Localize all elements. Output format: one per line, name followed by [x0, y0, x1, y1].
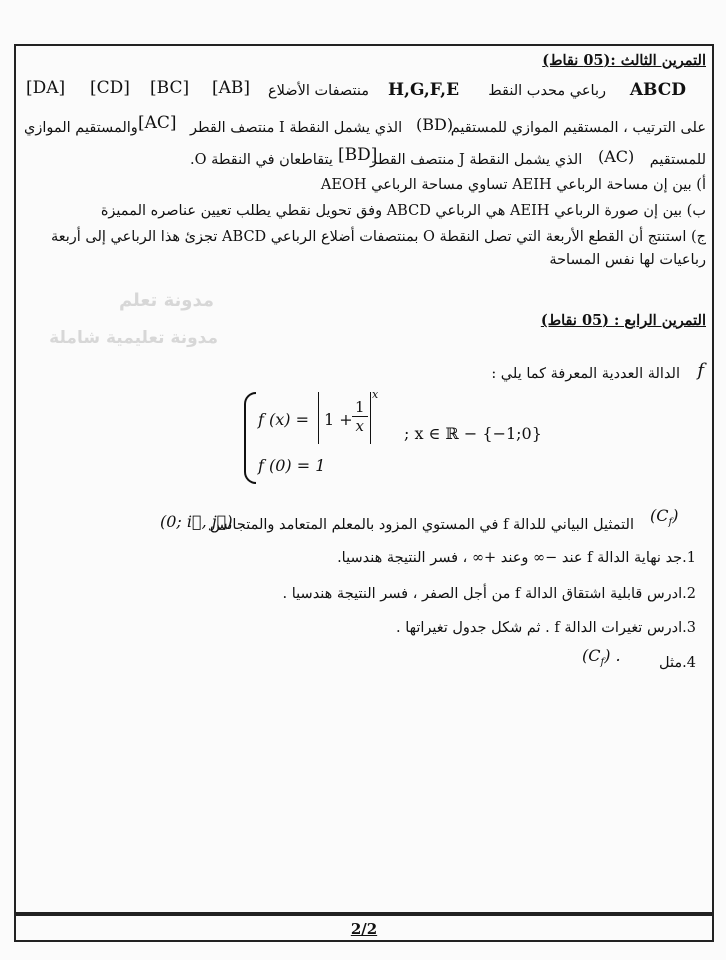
ex3-line2-a: على الترتيب ، المستقيم الموازي للمستقيم: [450, 120, 706, 136]
ex4-intro: الدالة العددية المعرفة كما يلي :: [491, 366, 680, 382]
coordinate-frame: (0; i⃗, j⃗): [160, 512, 233, 531]
ex3-question-c-line1: ج) استنتج أن القطع الأربعة التي تصل النقطة O بمنتصفات أضلاع الرباعي ABCD تجزئ هذا الرباعي إلى أربعة: [50, 229, 706, 245]
curve-cf: $(C_f)$: [650, 506, 679, 529]
fraction-numerator: 1: [352, 398, 368, 417]
quad-abcd-label: ABCD: [629, 80, 686, 100]
points-label: H,G,F,E: [388, 80, 460, 100]
exercise-4-heading: التمرين الرابع : (05 نقاط): [540, 312, 706, 329]
ex3-question-a: أ) بين إن مساحة الرباعي AEIH تساوي مساحة الرباعي AEOH: [320, 177, 706, 193]
watermark-line1: مدونة تعلم: [118, 290, 214, 311]
domain-condition: ; x ∈ ℝ − {−1;0}: [404, 424, 542, 443]
exercise-3-heading: التمرين الثالث :(05 نقاط): [542, 52, 706, 69]
equation-1-lhs: f (x) =: [258, 410, 310, 429]
diagonal-bd: [BD]: [338, 145, 378, 165]
ex3-question-c-line2: رباعيات لها نفس المساحة: [549, 252, 706, 268]
ex3-line1-text: رباعي محدب النقط: [488, 83, 606, 99]
footer-box: [14, 914, 714, 942]
line-ac: (AC): [598, 147, 635, 166]
ex4-question-4: 4.مثل: [659, 655, 696, 671]
system-brace: [244, 392, 256, 484]
line-bd: (BD): [416, 115, 454, 134]
midpoints-text: منتصفات الأضلاع: [268, 83, 370, 99]
curve-description: التمثيل البياني للدالة f في المستوي المزود بالمعلم المتعامد والمتجانس: [209, 517, 634, 533]
equation-1-exponent: x: [372, 388, 379, 401]
ex3-line3-a: للمستقيم: [649, 152, 706, 168]
ex4-question-3: 3.ادرس تغيرات الدالة f . ثم شكل جدول تغيراتها .: [396, 620, 696, 636]
equation-2: f (0) = 1: [258, 456, 326, 475]
equation-1-one: 1 +: [324, 410, 353, 429]
page-frame: [14, 44, 714, 914]
question-4-curve: $(C_f)$ .: [582, 646, 621, 669]
ex4-question-1: 1.جد نهاية الدالة f عند −∞ وعند +∞ ، فسر النتيجة هندسيا.: [337, 550, 696, 566]
abs-bar-left: [318, 392, 319, 444]
ex3-question-b: ب) بين إن صورة الرباعي AEIH هي الرباعي ABCD وفق تحويل نقطي يطلب تعيين عناصره المميزة: [100, 203, 706, 219]
fraction-denominator: x: [355, 417, 364, 435]
ex3-line3-c: يتقاطعان في النقطة O.: [190, 152, 333, 168]
abs-bar-right: [370, 392, 371, 444]
diagonal-ac: [AC]: [138, 113, 177, 133]
ex3-line2-c: والمستقيم الموازي: [24, 120, 138, 136]
ex4-question-2: 2.ادرس قابلية اشتقاق الدالة f من أجل الصفر ، فسر النتيجة هندسيا .: [282, 586, 696, 602]
segment-ab: [AB]: [212, 78, 251, 98]
segment-cd: [CD]: [90, 78, 130, 98]
equation-1-fraction: [352, 398, 368, 435]
segment-bc: [BC]: [150, 78, 190, 98]
ex3-line3-b: الذي يشمل النقطة J منتصف القطر: [370, 152, 583, 168]
segment-da: [DA]: [26, 78, 66, 98]
ex3-line2-b: الذي يشمل النقطة I منتصف القطر: [190, 120, 403, 136]
function-name-f: f: [697, 360, 704, 381]
watermark-line2: مدونة تعليمية شاملة: [49, 328, 218, 348]
page-number: 2/2: [350, 920, 378, 938]
